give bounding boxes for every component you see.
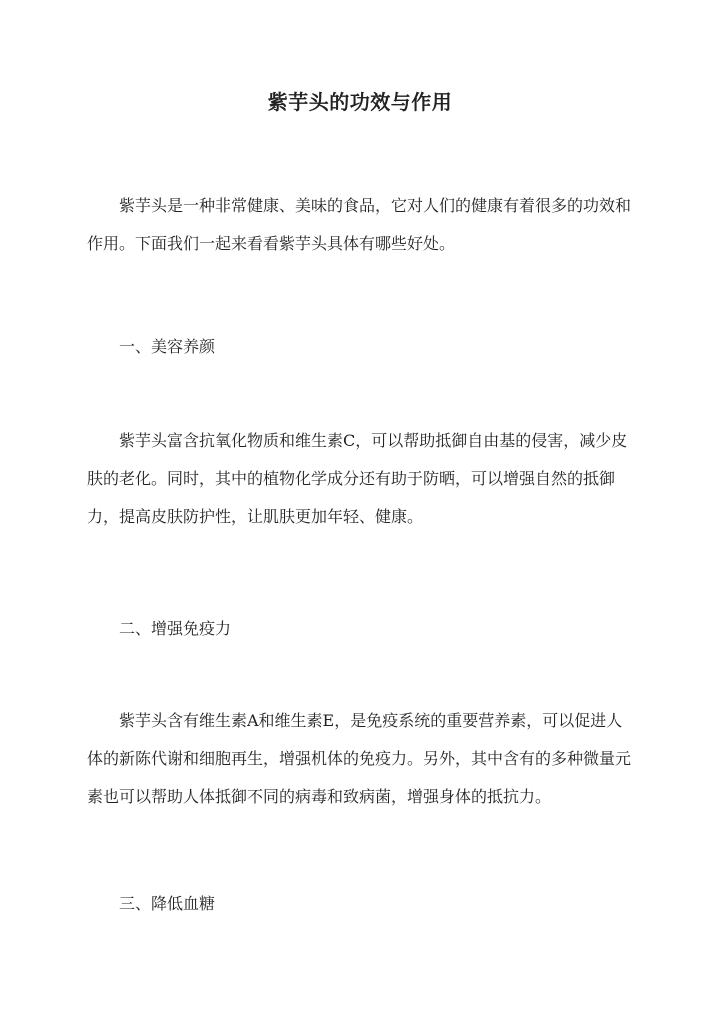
section-heading-immunity: 二、增强免疫力 — [119, 619, 232, 638]
section-heading-beauty: 一、美容养颜 — [119, 337, 216, 356]
document-title: 紫芋头的功效与作用 — [267, 90, 453, 114]
intro-paragraph: 紫芋头是一种非常健康、美味的食品，它对人们的健康有着很多的功效和作用。下面我们一起来看看紫芋头具体有哪些好处。 — [87, 196, 632, 253]
section-body-immunity: 紫芋头含有维生素A和维生素E，是免疫系统的重要营养素，可以促进人体的新陈代谢和细胞再生，增强机体的免疫力。另外，其中含有的多种微量元素也可以帮助人体抵御不同的病毒和致病菌，增强身体的抵抗力。 — [87, 711, 632, 806]
section-body-beauty: 紫芋头富含抗氧化物质和维生素C，可以帮助抵御自由基的侵害，减少皮肤的老化。同时，其中的植物化学成分还有助于防晒，可以增强自然的抵御力，提高皮肤防护性，让肌肤更加年轻、健康。 — [87, 431, 628, 526]
section-heading-blood-sugar: 三、降低血糖 — [119, 894, 216, 913]
